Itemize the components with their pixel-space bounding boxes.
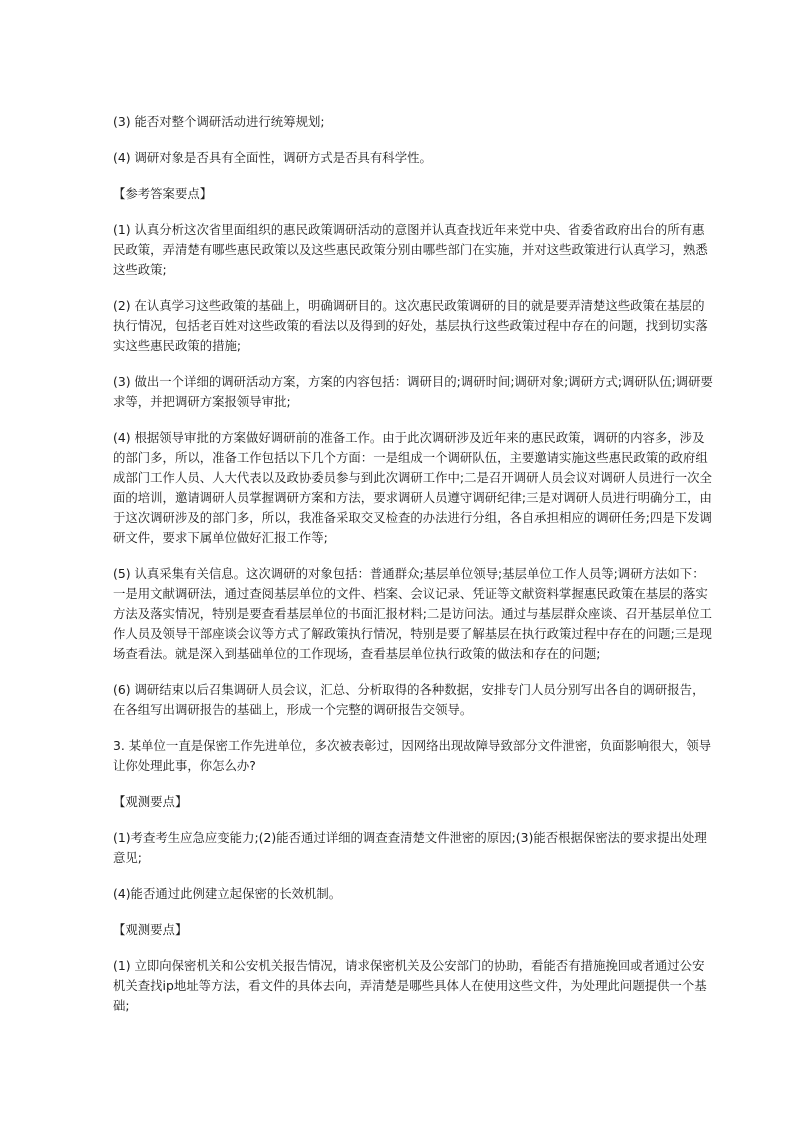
paragraph-answer-4: (4) 根据领导审批的方案做好调研前的准备工作。由于此次调研涉及近年来的惠民政策，调研的内容多，涉及的部门多，所以，准备工作包括以下几个方面：一是组成一个调研队伍，主要邀请实施这些惠民政策的政府组成部门工作人员、人大代表以及政协委员参与到此次调研工作中;二是召开调研人员会议对调研人员进行一次全面的培训，邀请调研人员掌握调研方案和方法，要求调研人员遵守调研纪律;三是对调研人员进行明确分工，由于这次调研涉及的部门多，所以，我准备采取交叉检查的办法进行分组，各自承担相应的调研任务;四是下发调研文件，要求下属单位做好汇报工作等; <box>113 430 712 545</box>
heading-observation-points: 【观测要点】 <box>113 794 188 809</box>
paragraph-answer-2: (2) 在认真学习这些政策的基础上，明确调研目的。这次惠民政策调研的目的就是要弄清楚这些政策在基层的执行情况，包括老百姓对这些政策的看法以及得到的好处，基层执行这些政策过程中存在的问题，找到切实落实这些惠民政策的措施; <box>113 298 708 353</box>
paragraph-response-1: (1) 立即向保密机关和公安机关报告情况，请求保密机关及公安部门的协助，看能否有措施挽回或者通过公安机关查找ip地址等方法，看文件的具体去向，弄清楚是哪些具体人在使用这些文件，为处理此问题提供一个基础; <box>113 958 707 1013</box>
question-3: 3. 某单位一直是保密工作先进单位，多次被表彰过，因网络出现故障导致部分文件泄密，负面影响很大，领导让你处理此事，你怎么办? <box>113 738 712 773</box>
paragraph-answer-6: (6) 调研结束以后召集调研人员会议，汇总、分析取得的各种数据，安排专门人员分别写出各自的调研报告，在各组写出调研报告的基础上，形成一个完整的调研报告交领导。 <box>113 682 705 717</box>
paragraph-answer-5: (5) 认真采集有关信息。这次调研的对象包括：普通群众;基层单位领导;基层单位工作人员等;调研方法如下：一是用文献调研法，通过查阅基层单位的文件、档案、会议记录、凭证等文献资料掌握惠民政策在基层的落实方法及落实情况，特别是要查看基层单位的书面汇报材料;二是访问法。通过与基层群众座谈、召开基层单位工作人员及领导干部座谈会议等方式了解政策执行情况，特别是要了解基层在执行政策过程中存在的问题;三是现场查看法。就是深入到基础单位的工作现场，查看基层单位执行政策的做法和存在的问题; <box>113 566 712 661</box>
paragraph-answer-1: (1) 认真分析这次省里面组织的惠民政策调研活动的意图并认真查找近年来党中央、省委省政府出台的所有惠民政策，弄清楚有哪些惠民政策以及这些惠民政策分别由哪些部门在实施，并对这些政策进行认真学习，熟悉这些政策; <box>113 222 708 277</box>
paragraph-criterion-4: (4) 调研对象是否具有全面性，调研方式是否具有科学性。 <box>113 150 432 165</box>
paragraph-answer-3: (3) 做出一个详细的调研活动方案，方案的内容包括：调研目的;调研时间;调研对象;调研方式;调研队伍;调研要求等，并把调研方案报领导审批; <box>113 374 713 409</box>
paragraph-observation-1-3: (1)考查考生应急应变能力;(2)能否通过详细的调查查清楚文件泄密的原因;(3)能否根据保密法的要求提出处理意见; <box>113 830 707 865</box>
heading-answer-points: 【参考答案要点】 <box>113 186 213 201</box>
document-body <box>113 112 713 1032</box>
heading-observation-points-2: 【观测要点】 <box>113 922 188 937</box>
paragraph-criterion-3: (3) 能否对整个调研活动进行统筹规划; <box>113 114 325 129</box>
paragraph-observation-4: (4)能否通过此例建立起保密的长效机制。 <box>113 886 342 901</box>
